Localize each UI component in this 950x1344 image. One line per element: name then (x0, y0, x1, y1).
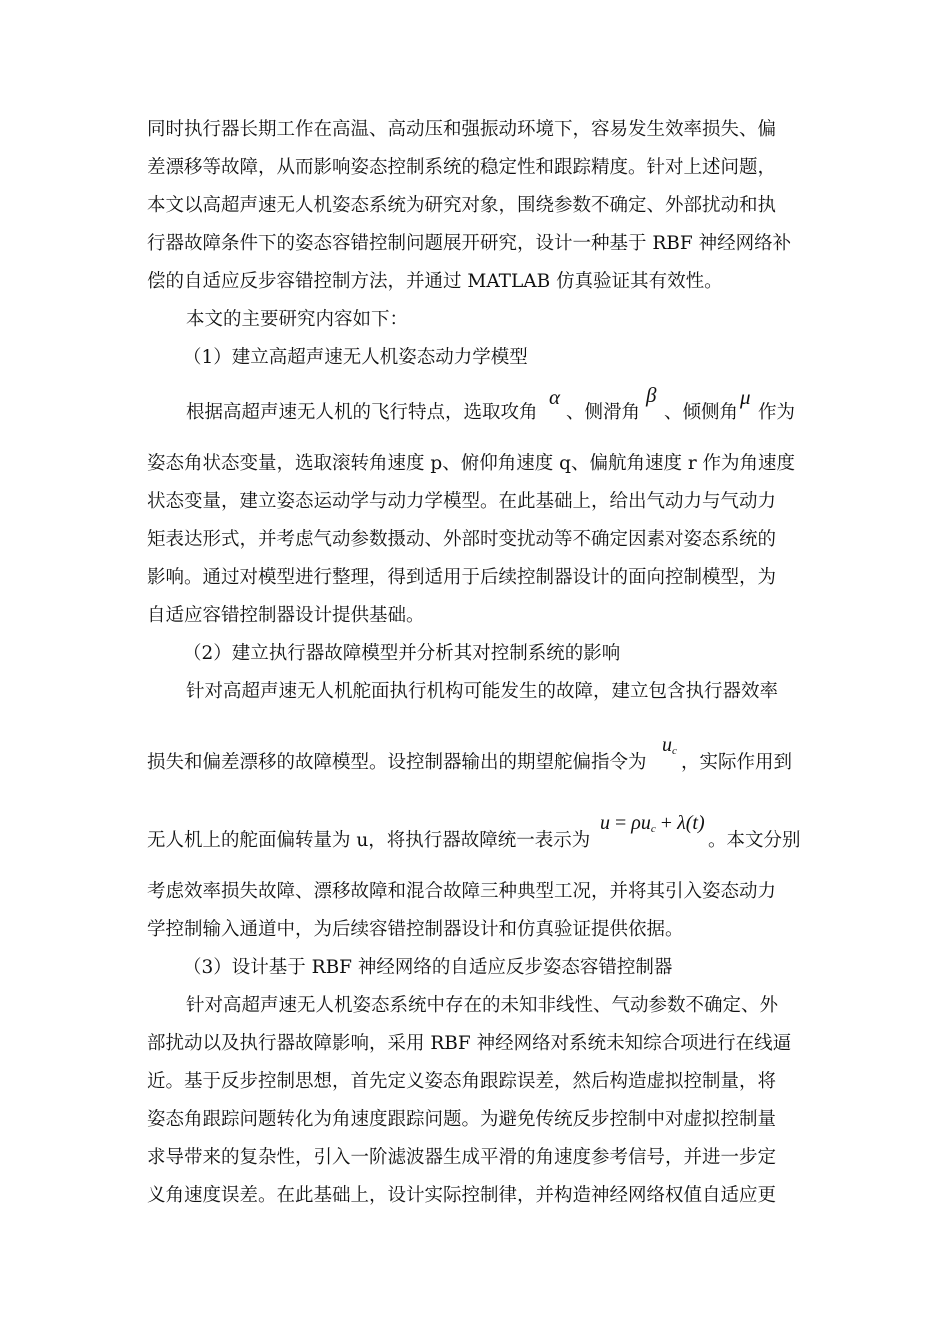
paragraph-line: 。本文分别 (708, 830, 801, 851)
paragraph-line: ，实际作用到 (681, 752, 793, 773)
paragraph-line: 影响。通过对模型进行整理，得到适用于后续控制器设计的面向控制模型，为 (147, 567, 777, 588)
mu-symbol: μ (740, 385, 751, 409)
paragraph-line: 针对高超声速无人机姿态系统中存在的未知非线性、气动参数不确定、外 (186, 995, 779, 1016)
section-heading-3: （3）设计基于 RBF 神经网络的自适应反步姿态容错控制器 (183, 957, 673, 978)
paragraph-line: 学控制输入通道中，为后续容错控制器设计和仿真验证提供依据。 (147, 919, 684, 940)
paragraph-line: 同时执行器长期工作在高温、高动压和强振动环境下，容易发生效率损失、偏 (147, 119, 777, 140)
beta-symbol: β (646, 383, 657, 407)
paragraph-line: 行器故障条件下的姿态容错控制问题展开研究，设计一种基于 RBF 神经网络补 (147, 233, 792, 254)
paragraph-line: 状态变量，建立姿态运动学与动力学模型。在此基础上，给出气动力与气动力 (147, 491, 777, 512)
paragraph-line: 偿的自适应反步容错控制方法，并通过 MATLAB 仿真验证其有效性。 (147, 271, 723, 292)
paragraph-line: 姿态角跟踪问题转化为角速度跟踪问题。为避免传统反步控制中对虚拟控制量 (147, 1109, 777, 1130)
paragraph-line: 损失和偏差漂移的故障模型。设控制器输出的期望舵偏指令为 (147, 752, 647, 773)
paragraph-line: 考虑效率损失故障、漂移故障和混合故障三种典型工况，并将其引入姿态动力 (147, 881, 777, 902)
paragraph-line: 近。基于反步控制思想，首先定义姿态角跟踪误差，然后构造虚拟控制量，将 (147, 1071, 777, 1092)
section-heading-2: （2）建立执行器故障模型并分析其对控制系统的影响 (183, 643, 621, 664)
paragraph-line: 作为 (758, 402, 796, 423)
paragraph-line: 矩表达形式，并考虑气动参数摄动、外部时变扰动等不确定因素对姿态系统的 (147, 529, 777, 550)
uc-symbol: $u_c$ (662, 734, 677, 757)
paragraph-line: 针对高超声速无人机舵面执行机构可能发生的故障，建立包含执行器效率 (186, 681, 779, 702)
fault-equation: $u = \rho u_c + \lambda(t)$ (600, 812, 705, 835)
paragraph-line: 自适应容错控制器设计提供基础。 (147, 605, 425, 626)
paragraph-line: 、侧滑角 (566, 402, 641, 423)
section-intro: 本文的主要研究内容如下： (186, 309, 409, 330)
paragraph-line: 部扰动以及执行器故障影响，采用 RBF 神经网络对系统未知综合项进行在线逼 (147, 1033, 792, 1054)
paragraph-line: 求导带来的复杂性，引入一阶滤波器生成平滑的角速度参考信号，并进一步定 (147, 1147, 777, 1168)
paragraph-line: 义角速度误差。在此基础上，设计实际控制律，并构造神经网络权值自适应更 (147, 1185, 777, 1206)
paragraph-line: 、倾侧角 (664, 402, 739, 423)
paragraph-line: 姿态角状态变量，选取滚转角速度 p、俯仰角速度 q、偏航角速度 r 作为角速度 (147, 453, 796, 474)
paragraph-line: 无人机上的舵面偏转量为 u，将执行器故障统一表示为 (147, 830, 591, 851)
section-heading-1: （1）建立高超声速无人机姿态动力学模型 (183, 347, 528, 368)
paragraph-line: 根据高超声速无人机的飞行特点，选取攻角 (186, 402, 538, 423)
alpha-symbol: α (549, 385, 561, 409)
paragraph-line: 差漂移等故障，从而影响姿态控制系统的稳定性和跟踪精度。针对上述问题， (147, 157, 777, 178)
paragraph-line: 本文以高超声速无人机姿态系统为研究对象，围绕参数不确定、外部扰动和执 (147, 195, 777, 216)
